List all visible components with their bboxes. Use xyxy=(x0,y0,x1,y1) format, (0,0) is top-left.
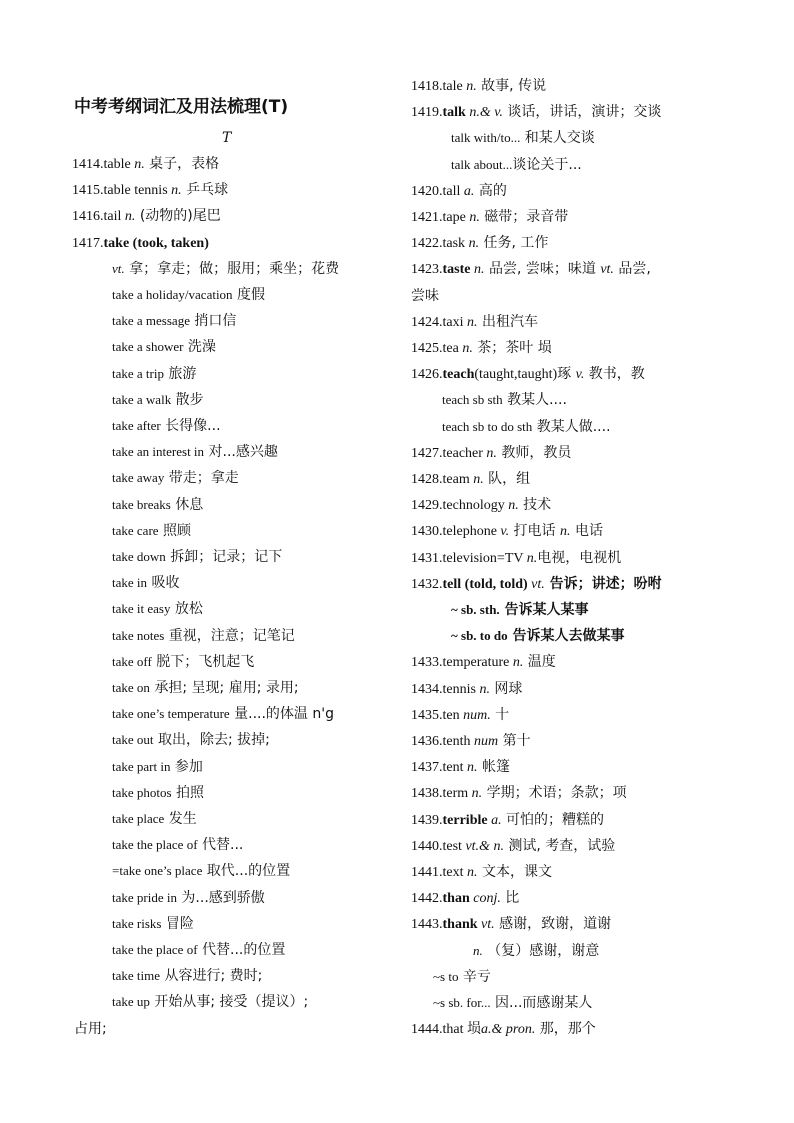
part-of-speech: vt. xyxy=(600,262,614,278)
meaning: （复）感谢，谢意 xyxy=(482,942,600,959)
vocab-line xyxy=(411,339,552,358)
vocab-line xyxy=(112,548,282,566)
vocab-line xyxy=(411,313,538,332)
word-number: 1436.tenth xyxy=(411,734,474,749)
word-number: 1428.team xyxy=(411,472,474,487)
meaning: 队，组 xyxy=(483,471,531,487)
word-number: 1416.tail xyxy=(72,209,125,225)
word-number: 1444.that 埙 xyxy=(411,1022,481,1038)
vocab-line xyxy=(112,365,196,383)
phrase: take place xyxy=(112,811,165,826)
meaning: 放松 xyxy=(170,601,203,618)
vocab-line xyxy=(411,444,571,463)
vocab-line xyxy=(411,77,546,96)
meaning: 尝味 xyxy=(411,287,439,304)
part-of-speech: n. xyxy=(508,498,519,514)
meaning: 桌子，表格 xyxy=(144,156,220,172)
part-of-speech: n. xyxy=(486,445,497,461)
vocab-line xyxy=(112,810,197,828)
vocab-line xyxy=(112,260,339,278)
meaning: 旅游 xyxy=(163,365,197,382)
part-of-speech: n. xyxy=(473,472,484,487)
vocab-line xyxy=(112,469,239,487)
phrase: teach sb sth xyxy=(442,392,503,408)
phrase: take up xyxy=(112,994,150,1010)
vocab-line xyxy=(411,863,552,882)
word-number: 1442. xyxy=(411,891,443,907)
vocab-line xyxy=(442,391,567,409)
phrase: take the place of xyxy=(112,837,198,853)
vocab-line xyxy=(112,443,278,461)
meaning: 冒险 xyxy=(161,915,194,932)
meaning: 占用; xyxy=(74,1020,107,1037)
word-number: 1422.task xyxy=(411,236,469,252)
phrase: take down xyxy=(112,549,166,564)
part-of-speech: num xyxy=(474,734,499,749)
word-number: 1419. xyxy=(411,105,443,121)
vocab-line xyxy=(433,968,491,986)
part-of-speech: a.& pron. xyxy=(481,1022,536,1038)
word-number: 1432. xyxy=(411,576,443,592)
meaning: 琢 xyxy=(557,366,576,383)
word-number: 1426. xyxy=(411,367,443,383)
vocab-line xyxy=(112,993,308,1011)
vocab-line xyxy=(112,627,295,645)
part-of-speech: v. xyxy=(575,367,585,383)
phrase: take time xyxy=(112,968,161,984)
phrase: ~s to xyxy=(433,968,459,984)
vocab-line xyxy=(411,680,522,699)
phrase: take part in xyxy=(112,758,171,774)
headword: take (took, taken) xyxy=(103,235,209,251)
vocab-line xyxy=(112,915,194,933)
phrase: take out xyxy=(112,732,154,748)
meaning: 网球 xyxy=(489,680,523,697)
meaning: 对...感兴趣 xyxy=(204,444,278,461)
part-of-speech: n. xyxy=(471,786,483,802)
vocab-line xyxy=(451,627,624,645)
part-of-speech: n.& v. xyxy=(465,105,503,121)
meaning: 帐篷 xyxy=(477,759,510,776)
phrase: take one’s temperature xyxy=(112,706,230,722)
phrase: take the place of xyxy=(112,942,198,957)
vocab-line xyxy=(411,915,611,934)
headword: talk xyxy=(442,105,466,121)
vocab-line xyxy=(411,365,645,384)
part-of-speech: conj. xyxy=(469,891,501,907)
headword: taste xyxy=(442,262,471,278)
word-number: 1414.table xyxy=(72,157,135,172)
meaning: 打电话 xyxy=(509,523,561,540)
part-of-speech: n. xyxy=(560,524,571,540)
meaning: 技术 xyxy=(518,497,552,514)
meaning: 学期；术语；条款；项 xyxy=(482,785,627,802)
meaning: 温度 xyxy=(523,654,556,671)
phrase: take a holiday/vacation xyxy=(112,287,233,302)
part-of-speech: a. xyxy=(487,812,502,828)
vocab-line xyxy=(112,836,243,854)
vocab-line xyxy=(433,994,592,1012)
meaning: 和某人交谈 xyxy=(520,130,595,147)
phrase: take breaks xyxy=(112,496,171,512)
vocab-line xyxy=(411,653,556,672)
vocab-line xyxy=(442,418,611,436)
section-letter: T xyxy=(222,130,232,146)
vocab-line xyxy=(72,155,219,174)
meaning: 带走；拿走 xyxy=(164,470,239,487)
vocab-line xyxy=(411,470,530,489)
phrase: take photos xyxy=(112,784,172,800)
part-of-speech: n. xyxy=(470,262,485,278)
vocab-line xyxy=(112,600,203,618)
headword: thank xyxy=(442,917,478,933)
meaning: 品尝, 尝味；味道 xyxy=(484,261,601,278)
phrase: =take one’s place xyxy=(112,863,203,879)
phrase: teach sb to do sth xyxy=(442,418,533,434)
word-number: 1423. xyxy=(411,262,443,278)
phrase: take a walk xyxy=(112,391,172,407)
vocab-line xyxy=(112,705,334,723)
meaning: 电话 xyxy=(570,523,603,540)
meaning: 洗澡 xyxy=(183,339,216,356)
part-of-speech: n. xyxy=(466,79,477,94)
meaning: 取代...的位置 xyxy=(202,863,291,880)
vocab-line xyxy=(411,260,651,279)
vocab-line xyxy=(112,391,204,409)
word-number: 1424.taxi xyxy=(411,314,467,330)
vocab-line xyxy=(451,156,582,174)
part-of-speech: vt.& n. xyxy=(465,838,504,854)
vocab-line xyxy=(411,758,510,777)
part-of-speech: v. xyxy=(500,524,510,540)
meaning: 感谢，致谢，道谢 xyxy=(494,916,612,933)
phrase: take away xyxy=(112,470,165,486)
meaning: 那，那个 xyxy=(535,1021,596,1038)
part-of-speech: n. xyxy=(479,681,490,697)
meaning: 吸收 xyxy=(147,575,180,592)
headword: terrible xyxy=(442,812,488,828)
word-number: 1427.teacher xyxy=(411,445,487,461)
vocab-line xyxy=(411,837,615,856)
meaning: 拿；拿走；做；服用；乘坐；花费 xyxy=(124,260,340,277)
meaning: 捎口信 xyxy=(189,313,237,330)
part-of-speech: vt. xyxy=(112,260,125,276)
vocab-line xyxy=(112,758,203,776)
phrase: take a message xyxy=(112,313,190,329)
vocab-line xyxy=(411,706,509,725)
meaning: 取出，除去; 拔掉; xyxy=(153,732,270,749)
meaning: 量....的体温 n'g xyxy=(229,706,334,723)
meaning: 可怕的；糟糕的 xyxy=(501,811,605,828)
part-of-speech: a. xyxy=(463,183,475,199)
headword: than xyxy=(442,891,470,907)
meaning: 长得像... xyxy=(160,418,221,434)
meaning: 电视，电视机 xyxy=(537,549,622,566)
meaning: 脱下；飞机起飞 xyxy=(151,653,255,670)
vocab-line xyxy=(411,784,627,803)
meaning: 度假 xyxy=(232,287,266,303)
vocab-line xyxy=(112,574,179,592)
meaning: 教某人.... xyxy=(502,392,567,409)
page-title: 中考考纲词汇及用法梳理(T) xyxy=(74,97,289,117)
meaning: 文本，课文 xyxy=(477,864,552,880)
meaning: 为...感到骄傲 xyxy=(176,889,265,906)
phrase: take a trip xyxy=(112,365,164,381)
phrase: take off xyxy=(112,653,152,669)
meaning: 谈话，讲话，演讲；交谈 xyxy=(502,104,662,121)
meaning: 告诉某人某事 xyxy=(499,602,589,618)
part-of-speech: n. xyxy=(467,760,478,776)
phrase: take on xyxy=(112,680,150,695)
phrase: talk about... xyxy=(451,156,513,172)
meaning: 散步 xyxy=(171,391,204,408)
part-of-speech: n. xyxy=(134,157,145,172)
meaning: 告诉；讲述；吩咐 xyxy=(544,575,662,592)
vocab-line xyxy=(72,207,221,226)
word-number: 1435.ten xyxy=(411,707,464,723)
word-number: 1434.tennis xyxy=(411,681,480,697)
phrase: take risks xyxy=(112,915,162,931)
word-number: 1417. xyxy=(72,235,104,251)
vocab-line xyxy=(112,312,236,330)
word-number: 1429.technology xyxy=(411,498,509,514)
phrase: take care xyxy=(112,522,159,538)
word-number: 1420.tall xyxy=(411,183,464,199)
meaning: 开始从事; 接受（提议）; xyxy=(149,994,309,1011)
phrase: ~ sb. to do xyxy=(451,628,508,644)
meaning: (动物的)尾巴 xyxy=(135,208,221,225)
vocab-line xyxy=(112,286,265,304)
part-of-speech: n. xyxy=(467,865,478,880)
vocab-line xyxy=(411,522,603,541)
phrase: take a shower xyxy=(112,339,184,355)
meaning: 从容进行; 费时; xyxy=(160,968,263,985)
part-of-speech: n. xyxy=(473,942,483,958)
meaning: 谈论关于... xyxy=(512,156,582,173)
meaning: 故事, 传说 xyxy=(476,78,547,94)
word-number: 1443. xyxy=(411,917,443,933)
word-number: 1418.tale xyxy=(411,79,467,94)
word-number: 1440.test xyxy=(411,838,466,854)
vocab-line xyxy=(112,784,204,802)
vocab-line xyxy=(451,601,589,619)
phrase: take in xyxy=(112,575,148,591)
part-of-speech: n. xyxy=(526,550,538,566)
phrase: take it easy xyxy=(112,601,171,617)
vocab-line xyxy=(411,182,507,201)
meaning: 第十 xyxy=(498,733,531,749)
headword: teach xyxy=(442,367,475,383)
vocab-line xyxy=(112,417,221,435)
vocab-line xyxy=(411,234,548,253)
meaning: 照顾 xyxy=(158,522,191,539)
meaning: 比 xyxy=(500,890,520,907)
meaning: 高的 xyxy=(474,182,507,199)
vocab-line xyxy=(112,967,262,985)
vocab-line xyxy=(112,338,216,356)
word-number: 1433.temperature xyxy=(411,655,513,671)
word-number: 1421.tape xyxy=(411,210,470,225)
vocab-line xyxy=(112,862,290,880)
meaning: 拍照 xyxy=(171,784,205,801)
part-of-speech: vt. xyxy=(477,917,495,933)
meaning: 教某人做.... xyxy=(532,418,611,435)
vocab-line xyxy=(112,731,270,749)
word-number: 1441.text xyxy=(411,865,467,880)
vocab-line xyxy=(411,732,531,751)
meaning: 品尝, xyxy=(613,261,651,278)
meaning: 辛亏 xyxy=(458,968,491,985)
meaning: 拆卸；记录；记下 xyxy=(165,549,283,565)
vocab-line xyxy=(411,889,519,908)
phrase: ~ sb. sth. xyxy=(451,602,500,617)
vocab-line xyxy=(74,1020,107,1038)
vocab-line xyxy=(112,889,265,907)
meaning: 参加 xyxy=(170,758,203,775)
meaning: 出租汽车 xyxy=(477,313,538,330)
meaning: 代替... xyxy=(197,837,244,854)
word-number: 1425.tea xyxy=(411,341,463,356)
part-of-speech: n. xyxy=(468,236,480,252)
meaning: 任务, 工作 xyxy=(479,235,549,252)
meaning: 重视，注意；记笔记 xyxy=(164,627,295,644)
meaning: 因...而感谢某人 xyxy=(490,995,593,1011)
meaning: 教师，教员 xyxy=(496,444,572,461)
part-of-speech: n. xyxy=(171,183,182,199)
vocab-line xyxy=(72,234,209,253)
vocab-line xyxy=(411,575,662,594)
part-of-speech: n. xyxy=(462,341,473,356)
part-of-speech: vt. xyxy=(527,576,545,592)
headword: tell (told, told) xyxy=(442,576,528,592)
vocab-line xyxy=(72,181,228,200)
meaning: 乒乓球 xyxy=(181,182,229,199)
phrase: take notes xyxy=(112,627,165,643)
vocab-line xyxy=(112,941,285,959)
vocab-line xyxy=(112,653,254,671)
vocab-line xyxy=(411,811,604,830)
vocab-line xyxy=(473,942,599,960)
vocab-line xyxy=(411,549,621,568)
meaning: 休息 xyxy=(170,496,204,513)
phrase: (taught,taught) xyxy=(474,367,558,383)
phrase: ~s sb. for... xyxy=(433,995,491,1010)
meaning: 茶；茶叶 埙 xyxy=(472,340,552,356)
vocab-line xyxy=(411,208,568,227)
meaning: 告诉某人去做某事 xyxy=(507,628,625,645)
word-number: 1430.telephone xyxy=(411,524,501,540)
vocab-line xyxy=(411,1020,596,1039)
vocab-line xyxy=(451,129,595,147)
meaning: 代替...的位置 xyxy=(197,942,286,958)
meaning: 发生 xyxy=(164,811,197,827)
phrase: take pride in xyxy=(112,889,177,905)
word-number: 1439. xyxy=(411,812,443,828)
phrase: take after xyxy=(112,418,161,433)
vocab-line xyxy=(112,679,299,697)
part-of-speech: n. xyxy=(467,314,478,330)
meaning: 承担; 呈现; 雇用; 录用; xyxy=(149,680,299,696)
word-number: 1431.television=TV xyxy=(411,550,527,566)
word-number: 1437.tent xyxy=(411,760,467,776)
word-number: 1415.table tennis xyxy=(72,183,172,199)
vocab-line xyxy=(112,522,191,540)
part-of-speech: n. xyxy=(469,210,480,225)
meaning: 测试, 考查，试验 xyxy=(503,837,616,854)
part-of-speech: n. xyxy=(512,655,524,671)
meaning: 磁带；录音带 xyxy=(479,209,569,225)
phrase: take an interest in xyxy=(112,444,205,460)
word-number: 1438.term xyxy=(411,786,472,802)
part-of-speech: n. xyxy=(124,209,136,225)
phrase: talk with/to... xyxy=(451,130,521,146)
vocab-line xyxy=(112,496,203,514)
meaning: 十 xyxy=(490,706,510,723)
vocab-line xyxy=(411,103,661,122)
meaning: 教书，教 xyxy=(584,366,645,383)
vocab-line xyxy=(411,287,439,305)
part-of-speech: num. xyxy=(463,707,491,723)
vocab-line xyxy=(411,496,551,515)
